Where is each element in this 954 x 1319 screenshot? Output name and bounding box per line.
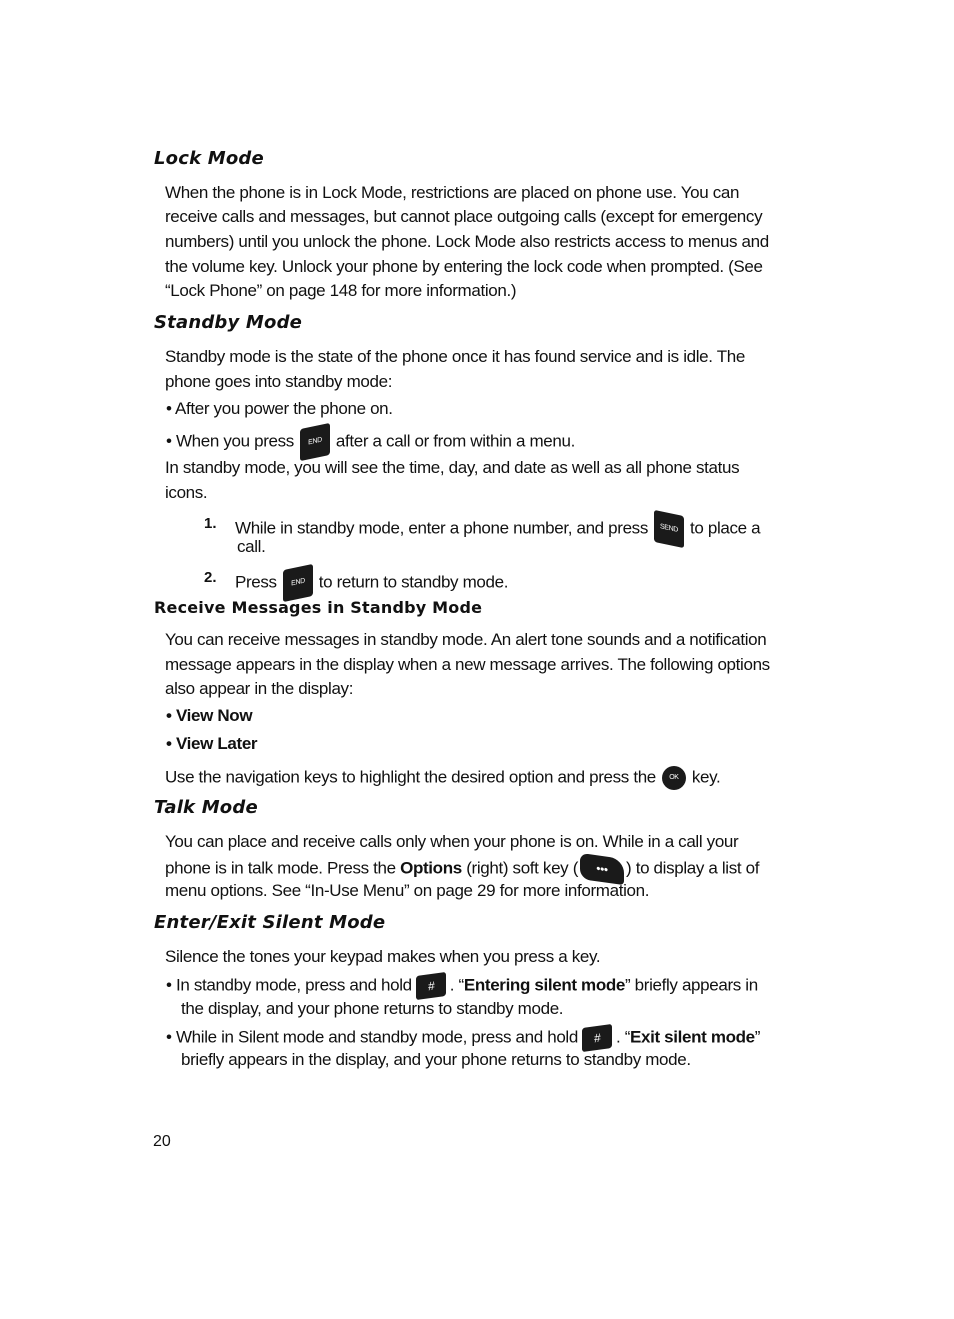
talk-text: phone is in talk mode. Press the bbox=[165, 858, 396, 878]
step-1-continuation: call. bbox=[237, 537, 266, 556]
silent-intro: Silence the tones your keypad makes when you press a key. bbox=[165, 947, 601, 966]
silent-bullet-enter bbox=[166, 974, 758, 998]
step-2-text bbox=[235, 567, 508, 599]
nav-text: Use the navigation keys to highlight the desired option and press the bbox=[165, 767, 656, 787]
step-1-text bbox=[235, 513, 760, 545]
silent-bullet-enter-cont: the display, and your phone returns to standby mode. bbox=[181, 999, 564, 1018]
standby-bullet-power-on: • After you power the phone on. bbox=[166, 399, 393, 418]
standby-intro-1: Standby mode is the state of the phone once it has found service and is idle. The bbox=[165, 347, 745, 366]
silent-text: ” bbox=[754, 1027, 761, 1047]
talk-mode-heading: Talk Mode bbox=[154, 797, 258, 818]
bullet-text: after a call or from within a menu. bbox=[335, 431, 575, 451]
send-key-icon: SEND bbox=[654, 510, 684, 548]
receive-nav-line bbox=[165, 766, 720, 790]
silent-text: • In standby mode, press and hold bbox=[166, 975, 412, 995]
options-label: Options bbox=[400, 858, 462, 878]
page-number: 20 bbox=[153, 1133, 171, 1150]
receive-messages-heading: Receive Messages in Standby Mode bbox=[154, 598, 483, 617]
step-text: While in standby mode, enter a phone number, and press bbox=[235, 518, 648, 538]
standby-intro-2: phone goes into standby mode: bbox=[165, 372, 393, 391]
talk-text: ) to display a list of bbox=[626, 858, 760, 878]
standby-mode-heading: Standby Mode bbox=[154, 312, 303, 333]
silent-text: . “ bbox=[615, 1027, 631, 1047]
lock-mode-heading: Lock Mode bbox=[154, 148, 264, 169]
bullet-text: • When you press bbox=[166, 431, 294, 451]
hash-key-icon: # bbox=[416, 972, 446, 1000]
step-text: to place a bbox=[689, 518, 761, 538]
silent-text: ” briefly appears in bbox=[625, 975, 758, 995]
standby-after-1: In standby mode, you will see the time, day, and date as well as all phone status bbox=[165, 458, 740, 477]
exit-silent-mode-label: Exit silent mode bbox=[630, 1027, 755, 1047]
lock-line-5: “Lock Phone” on page 148 for more information.) bbox=[165, 281, 517, 300]
lock-line-3: numbers) until you unlock the phone. Lock Mode also restricts access to menus and bbox=[165, 232, 769, 251]
standby-bullet-end-key bbox=[166, 426, 575, 458]
end-key-icon: END bbox=[283, 564, 313, 602]
ok-key-icon: OK bbox=[662, 766, 686, 790]
receive-line-1: You can receive messages in standby mode. An alert tone sounds and a notification bbox=[165, 630, 767, 649]
step-text: Press bbox=[235, 572, 277, 592]
silent-text: . “ bbox=[449, 975, 464, 995]
option-view-later: • View Later bbox=[166, 734, 258, 753]
step-text: to return to standby mode. bbox=[318, 572, 509, 592]
silent-bullet-exit bbox=[166, 1026, 760, 1050]
silent-text: • While in Silent mode and standby mode, press and hold bbox=[166, 1027, 578, 1047]
entering-silent-mode-label: Entering silent mode bbox=[463, 975, 625, 995]
silent-bullet-exit-cont: briefly appears in the display, and your phone returns to standby mode. bbox=[181, 1050, 691, 1069]
hash-key-icon: # bbox=[582, 1024, 612, 1052]
end-key-icon: END bbox=[300, 423, 330, 461]
option-view-now: • View Now bbox=[166, 706, 253, 725]
talk-line-2 bbox=[165, 856, 759, 882]
lock-line-1: When the phone is in Lock Mode, restrictions are placed on phone use. You can bbox=[165, 183, 740, 202]
lock-line-2: receive calls and messages, but cannot place outgoing calls (except for emergency bbox=[165, 207, 763, 226]
lock-line-4: the volume key. Unlock your phone by entering the lock code when prompted. (See bbox=[165, 257, 763, 276]
options-soft-key-icon: ••• bbox=[580, 853, 624, 885]
talk-line-1: You can place and receive calls only when your phone is on. While in a call your bbox=[165, 832, 739, 851]
receive-line-2: message appears in the display when a new message arrives. The following options bbox=[165, 655, 770, 674]
nav-text: key. bbox=[691, 767, 721, 787]
step-1-number: 1. bbox=[204, 515, 217, 532]
silent-mode-heading: Enter/Exit Silent Mode bbox=[154, 912, 386, 933]
step-2-number: 2. bbox=[204, 569, 217, 586]
talk-line-3: menu options. See “In-Use Menu” on page 29 for more information. bbox=[165, 881, 650, 900]
talk-text: (right) soft key ( bbox=[466, 858, 579, 878]
standby-after-2: icons. bbox=[165, 483, 208, 502]
receive-line-3: also appear in the display: bbox=[165, 679, 354, 698]
